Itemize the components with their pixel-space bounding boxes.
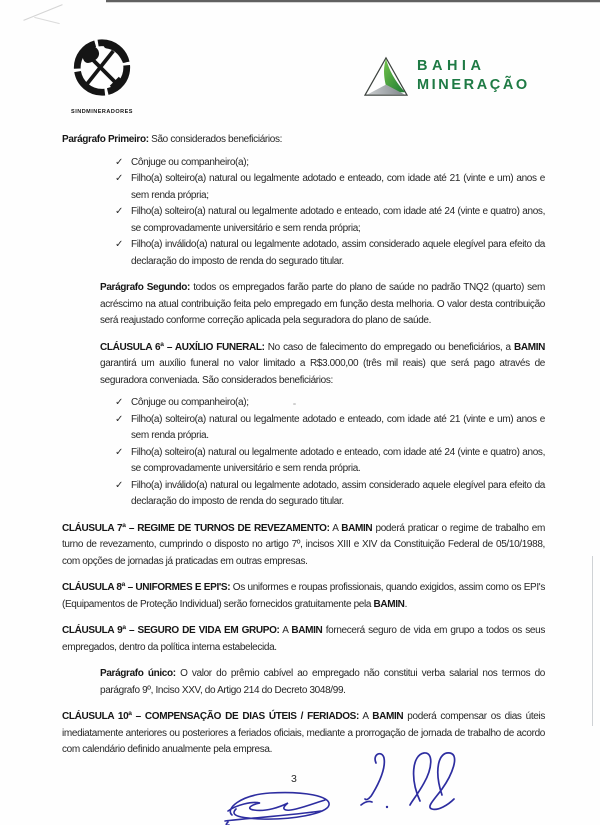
- text-segment: Parágrafo Segundo:: [100, 282, 191, 293]
- checkmark-icon: ✓: [115, 173, 124, 184]
- checkmark-icon: ✓: [115, 413, 124, 425]
- text-segment: CLÁUSULA 8ª – UNIFORMES E EPI'S:: [62, 582, 231, 593]
- text-segment: CLÁUSULA 6ª – AUXÍLIO FUNERAL:: [100, 341, 265, 353]
- list-item-text: Filho(a) solteiro(a) natural ou legalmente adotado e enteado, com idade até 21 (vinte e um) anos e sem renda própria.: [131, 413, 545, 441]
- document-content: [62, 122, 545, 759]
- clausula-8: [62, 580, 545, 613]
- text-segment: A: [279, 625, 292, 636]
- checkmark-icon: ✓: [115, 479, 124, 491]
- checkmark-icon: ✓: [115, 206, 124, 217]
- sindmineradores-logo: [66, 36, 138, 115]
- clausula-6: [100, 340, 545, 390]
- text-segment: BAMIN: [291, 625, 323, 636]
- list-item: [115, 395, 545, 412]
- checkmark-icon: ✓: [115, 156, 124, 168]
- text-segment: A: [358, 711, 373, 722]
- company-name: [417, 57, 530, 95]
- text-segment: BAMIN: [513, 341, 545, 353]
- text-segment: No caso de falecimento do empregado ou beneficiários, a: [264, 341, 514, 353]
- triangle-mountain-icon: [364, 56, 408, 98]
- signature-2: [352, 748, 470, 823]
- scan-artifact-top-edge: [106, 2, 600, 3]
- text-segment: Parágrafo Primeiro:: [62, 134, 149, 145]
- list-item-text: Filho(a) solteiro(a) natural ou legalmente adotado e enteado, com idade até 21 (vinte e um) anos e sem renda própria;: [131, 173, 545, 201]
- page-number: 3: [291, 773, 297, 785]
- list-item: [115, 412, 545, 445]
- text-segment: O valor do prêmio cabível ao empregado não constitui verba salarial nos termos do parágrafo 9º, Inciso XXV, do Artigo 214 do Decreto 3048/99.: [100, 668, 546, 696]
- list-item-text: Filho(a) inválido(a) natural ou legalmente adotado, assim considerado aquele elegível para efeito da declaração do imposto de renda do segurado titular.: [131, 479, 545, 507]
- company-name-line2: MINERAÇÃO: [417, 77, 530, 93]
- text-segment: CLÁUSULA 9ª – SEGURO DE VIDA EM GRUPO:: [62, 625, 280, 636]
- pickaxe-shovel-icon: [66, 36, 138, 102]
- signature-1: [221, 785, 339, 825]
- list-item-text: Cônjuge ou companheiro(a);: [131, 156, 249, 168]
- text-segment: Parágrafo único:: [100, 668, 176, 679]
- paragrafo-segundo: [100, 280, 545, 330]
- list-item-text: Cônjuge ou companheiro(a);: [131, 397, 249, 408]
- text-segment: CLÁUSULA 7ª – REGIME DE TURNOS DE REVEZAMENTO:: [62, 522, 330, 534]
- list-item-text: Filho(a) solteiro(a) natural ou legalmente adotado e enteado, com idade até 24 (vinte e quatro) anos, se comprovadamente universitário e sem renda própria;: [131, 206, 545, 234]
- company-name-line1: BAHIA: [417, 58, 486, 74]
- list-item: [115, 155, 545, 172]
- text-segment: BAMIN: [341, 522, 373, 534]
- text-segment: garantirá um auxílio funeral no valor limitado a R$3.000,00 (três mil reais) que será pago através de seguradora conveniada. São considerados beneficiários:: [100, 358, 545, 386]
- text-segment: São considerados beneficiários:: [148, 134, 283, 145]
- text-segment: BAMIN: [372, 711, 404, 722]
- text-segment: CLÁUSULA 10ª – COMPENSAÇÃO DE DIAS ÚTEIS / FERIADOS:: [62, 711, 359, 722]
- checkmark-icon: ✓: [115, 397, 124, 408]
- list-item: [115, 171, 545, 204]
- list-item: [115, 478, 545, 511]
- list-item-text: Filho(a) inválido(a) natural ou legalmente adotado, assim considerado aquele elegível para efeito da declaração do imposto de renda do segurado titular.: [131, 239, 545, 267]
- scan-artifact-scratch: [34, 17, 59, 24]
- clausula-7: [62, 521, 545, 571]
- scan-artifact-line: [592, 556, 593, 726]
- list-item: [115, 237, 545, 270]
- clausula-10: [62, 709, 545, 759]
- text-segment: poderá praticar o regime de trabalho em turno de revezamento, cumprindo o disposto no artigo 7º, incisos XIII e XIV da Constituição Federal de 05/10/1988, com opções de jornadas já praticadas em outras empresas.: [62, 522, 546, 567]
- union-logo-caption: SINDMINERADORES: [71, 109, 133, 115]
- text-segment: Os uniformes e roupas profissionais, quando exigidos, assim como os EPI's (Equipamentos de Proteção Individual) serão fornecidos gratuitamente pela: [62, 582, 545, 610]
- text-segment: A: [329, 522, 342, 534]
- beneficiaries-list-1: [62, 155, 545, 271]
- list-item-text: Filho(a) solteiro(a) natural ou legalmente adotado e enteado, com idade até 24 (vinte e quatro) anos, se comprovadamente universitário e sem renda própria.: [131, 446, 545, 474]
- paragrafo-unico: [100, 666, 545, 699]
- clausula-9: [62, 623, 545, 656]
- text-segment: fornecerá seguro de vida em grupo a todos os seus empregados, dentro da política interna estabelecida.: [62, 625, 545, 653]
- list-item: [115, 445, 545, 478]
- text-segment: BAMIN: [373, 598, 405, 610]
- paragrafo-primeiro: [62, 132, 545, 149]
- text-segment: .: [404, 598, 407, 610]
- checkmark-icon: ✓: [115, 239, 124, 250]
- beneficiaries-list-2: [62, 395, 545, 511]
- text-segment: todos os empregados farão parte do plano de saúde no padrão TNQ2 (quarto) sem acréscimo na atual contribuição feita pelo empregado em função desta melhoria. O valor desta contribuição será reajustado conforme correção aplicada pela seguradora do plano de saúde.: [100, 282, 545, 326]
- text-segment: poderá compensar os dias úteis imediatamente anteriores ou posteriores a feriados oficiais, mediante a prorrogação de jornada de trabalho de acordo com calendário definido anualmente pela empresa.: [62, 711, 545, 755]
- list-item: [115, 204, 545, 237]
- checkmark-icon: ✓: [115, 446, 124, 458]
- bahia-mineracao-logo: [364, 56, 530, 98]
